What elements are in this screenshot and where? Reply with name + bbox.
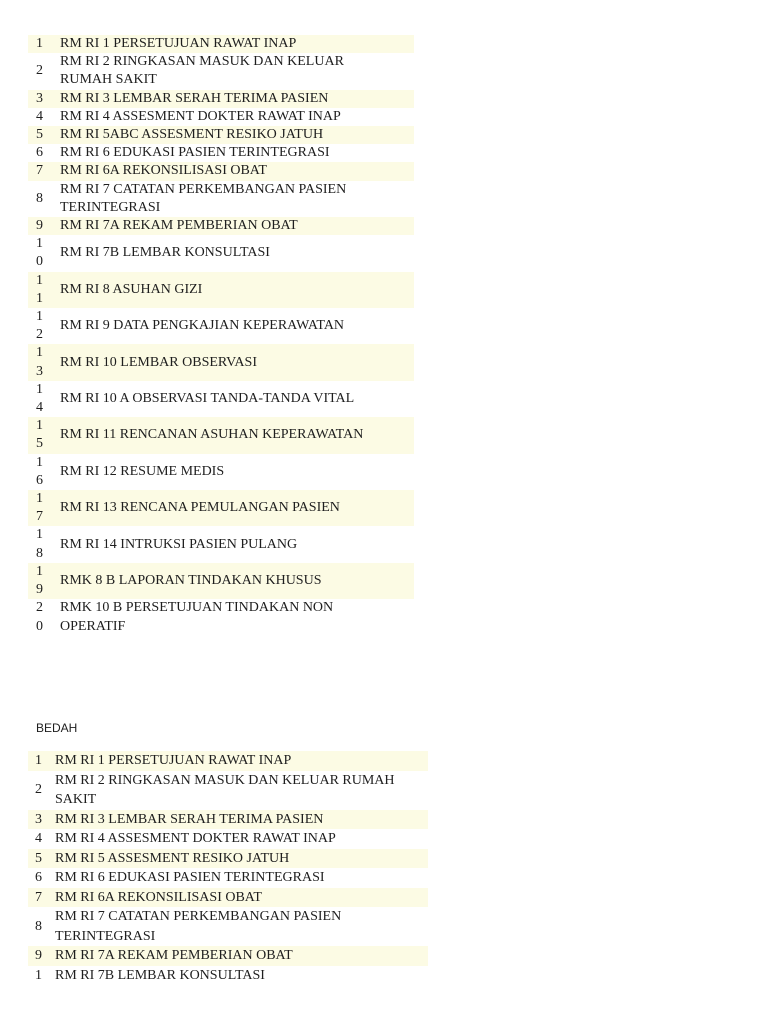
item-number-cell xyxy=(28,917,55,937)
list-item xyxy=(28,563,414,599)
item-text-line: RM RI 10 LEMBAR OBSERVASI xyxy=(60,354,257,370)
item-number: 3 xyxy=(36,90,43,106)
list-item xyxy=(28,946,428,966)
item-text xyxy=(60,536,414,554)
item-text xyxy=(60,599,414,635)
item-text xyxy=(60,499,414,517)
item-text xyxy=(60,390,414,408)
list-item xyxy=(28,272,414,308)
item-text-line: RMK 8 B LAPORAN TINDAKAN KHUSUS xyxy=(60,572,322,588)
item-number: 9 xyxy=(36,218,43,234)
list-item xyxy=(28,849,428,869)
item-text-line: RM RI 2 RINGKASAN MASUK DAN KELUAR RUMAH xyxy=(55,772,395,788)
form-list-bedah xyxy=(28,751,428,985)
item-text xyxy=(60,144,414,162)
item-text-line: RM RI 7 CATATAN PERKEMBANGAN PASIEN xyxy=(55,909,342,924)
item-number: 8 xyxy=(35,918,42,934)
item-text-line: RM RI 7B LEMBAR KONSULTASI xyxy=(60,245,270,261)
item-text xyxy=(60,126,414,144)
item-number-cell xyxy=(28,144,60,162)
item-text xyxy=(60,463,414,481)
item-text-line: RM RI 7A REKAM PEMBERIAN OBAT xyxy=(55,948,293,963)
item-number-cell xyxy=(28,563,60,599)
item-text xyxy=(55,829,428,849)
item-text xyxy=(60,162,414,180)
list-item xyxy=(28,888,428,908)
item-number-cell xyxy=(28,810,55,830)
list-item xyxy=(28,344,414,380)
item-number-cell xyxy=(28,946,55,966)
item-number-cell xyxy=(28,751,55,771)
item-number: 5 xyxy=(36,127,43,143)
list-item xyxy=(28,771,428,810)
list-item xyxy=(28,308,414,344)
item-text-line: RM RI 7 CATATAN PERKEMBANGAN PASIEN xyxy=(60,181,347,197)
item-number-cell xyxy=(28,35,60,53)
list-item xyxy=(28,599,414,635)
item-text xyxy=(60,35,414,53)
item-text-line: RM RI 6 EDUKASI PASIEN TERINTEGRASI xyxy=(55,870,325,885)
item-text-line: RM RI 6A REKONSILISASI OBAT xyxy=(60,163,267,179)
item-number: 7 xyxy=(35,889,42,905)
item-text-line: RMK 10 B PERSETUJUAN TINDAKAN NON xyxy=(60,600,334,616)
item-text-line: RM RI 9 DATA PENGKAJIAN KEPERAWATAN xyxy=(60,318,345,334)
list-item xyxy=(28,217,414,235)
item-number: 11 xyxy=(36,272,43,306)
item-number: 4 xyxy=(35,831,42,846)
list-item xyxy=(28,966,428,986)
item-number-cell xyxy=(28,599,60,635)
item-number: 7 xyxy=(36,163,43,179)
item-number: 12 xyxy=(36,309,43,343)
form-list-rawat-inap xyxy=(28,35,414,636)
list-item xyxy=(28,53,414,89)
item-number-cell xyxy=(28,417,60,453)
item-text xyxy=(60,317,414,335)
item-text xyxy=(55,868,428,888)
list-item xyxy=(28,126,414,144)
list-item xyxy=(28,90,414,108)
item-number: 1 xyxy=(35,753,42,768)
item-text xyxy=(55,907,428,946)
item-number-cell xyxy=(28,235,60,271)
item-text xyxy=(55,849,428,869)
item-number: 9 xyxy=(35,948,42,963)
item-text-line: RM RI 4 ASSESMENT DOKTER RAWAT INAP xyxy=(55,831,336,846)
item-text xyxy=(55,966,428,986)
item-number-cell xyxy=(28,780,55,800)
item-number-cell xyxy=(28,490,60,526)
item-text xyxy=(55,771,428,810)
item-number: 6 xyxy=(36,145,43,161)
item-text xyxy=(55,946,428,966)
item-text-line: RM RI 10 A OBSERVASI TANDA-TANDA VITAL xyxy=(60,390,355,406)
item-text-line: TERINTEGRASI xyxy=(55,928,156,944)
item-number: 15 xyxy=(36,418,43,452)
item-number: 1 xyxy=(36,36,43,51)
item-text xyxy=(60,572,414,590)
item-number-cell xyxy=(28,126,60,144)
item-text-line: OPERATIF xyxy=(60,618,126,634)
item-text-line: RM RI 8 ASUHAN GIZI xyxy=(60,281,203,297)
item-number-cell xyxy=(28,829,55,849)
item-number-cell xyxy=(28,108,60,126)
item-number-cell xyxy=(28,272,60,308)
item-text xyxy=(60,108,414,126)
item-text xyxy=(60,354,414,372)
list-item xyxy=(28,417,414,453)
item-number-cell xyxy=(28,62,60,80)
item-number: 17 xyxy=(36,491,43,525)
list-item xyxy=(28,381,414,417)
item-text-line: RM RI 3 LEMBAR SERAH TERIMA PASIEN xyxy=(55,811,324,827)
item-number: 10 xyxy=(36,236,43,270)
item-text-line: RUMAH SAKIT xyxy=(60,72,157,88)
item-number: 5 xyxy=(35,850,42,866)
item-text xyxy=(55,810,428,830)
item-text xyxy=(60,90,414,108)
item-number-cell xyxy=(28,217,60,235)
item-number: 1 xyxy=(35,967,42,983)
item-text-line: RM RI 3 LEMBAR SERAH TERIMA PASIEN xyxy=(60,90,329,106)
item-number: 2 xyxy=(36,63,43,79)
item-text xyxy=(55,751,428,771)
item-number: 8 xyxy=(36,190,43,206)
item-text-line: RM RI 14 INTRUKSI PASIEN PULANG xyxy=(60,536,298,552)
item-number-cell xyxy=(28,868,55,888)
list-item xyxy=(28,810,428,830)
item-number: 13 xyxy=(36,345,43,379)
item-number-cell xyxy=(28,308,60,344)
item-number: 19 xyxy=(36,563,43,598)
item-number: 4 xyxy=(36,108,43,124)
item-number-cell xyxy=(28,966,55,986)
item-text xyxy=(60,426,414,444)
item-text xyxy=(60,244,414,262)
list-item xyxy=(28,907,428,946)
item-number-cell xyxy=(28,162,60,180)
item-number: 2 xyxy=(35,782,42,798)
item-text-line: RM RI 6 EDUKASI PASIEN TERINTEGRASI xyxy=(60,145,330,161)
item-text-line: RM RI 5ABC ASSESMENT RESIKO JATUH xyxy=(60,127,324,143)
item-text-line: TERINTEGRASI xyxy=(60,199,161,215)
item-text-line: RM RI 12 RESUME MEDIS xyxy=(60,463,225,479)
item-number-cell xyxy=(28,526,60,562)
list-item xyxy=(28,751,428,771)
list-item xyxy=(28,235,414,271)
list-item xyxy=(28,454,414,490)
item-number: 18 xyxy=(36,527,43,561)
list-item xyxy=(28,868,428,888)
list-item xyxy=(28,35,414,53)
list-item xyxy=(28,162,414,180)
item-text xyxy=(60,53,414,89)
item-number-cell xyxy=(28,344,60,380)
item-text-line: RM RI 7B LEMBAR KONSULTASI xyxy=(55,967,265,983)
item-number-cell xyxy=(28,190,60,208)
item-text-line: RM RI 11 RENCANAN ASUHAN KEPERAWATAN xyxy=(60,427,364,443)
item-text-line: RM RI 1 PERSETUJUAN RAWAT INAP xyxy=(60,36,297,51)
item-number-cell xyxy=(28,888,55,908)
item-text-line: RM RI 1 PERSETUJUAN RAWAT INAP xyxy=(55,753,292,768)
item-text xyxy=(60,181,414,217)
list-item xyxy=(28,829,428,849)
item-number-cell xyxy=(28,381,60,417)
section-heading-bedah: BEDAH xyxy=(36,721,78,735)
item-number-cell xyxy=(28,849,55,869)
item-text-line: RM RI 7A REKAM PEMBERIAN OBAT xyxy=(60,218,298,234)
item-text-line: RM RI 13 RENCANA PEMULANGAN PASIEN xyxy=(60,500,340,516)
item-text-line: RM RI 5 ASSESMENT RESIKO JATUH xyxy=(55,850,290,866)
list-item xyxy=(28,526,414,562)
list-item xyxy=(28,144,414,162)
list-item xyxy=(28,181,414,217)
item-number: 3 xyxy=(35,811,42,827)
list-item xyxy=(28,490,414,526)
item-text-line: RM RI 6A REKONSILISASI OBAT xyxy=(55,889,262,905)
item-text-line: SAKIT xyxy=(55,792,97,807)
item-text xyxy=(60,281,414,299)
item-text-line: RM RI 4 ASSESMENT DOKTER RAWAT INAP xyxy=(60,108,341,124)
item-number-cell xyxy=(28,454,60,490)
item-text xyxy=(55,888,428,908)
item-text xyxy=(60,217,414,235)
list-item xyxy=(28,108,414,126)
item-number: 20 xyxy=(36,600,43,634)
item-text-line: RM RI 2 RINGKASAN MASUK DAN KELUAR xyxy=(60,54,344,70)
item-number: 6 xyxy=(35,870,42,885)
item-number: 14 xyxy=(36,381,43,416)
item-number: 16 xyxy=(36,454,43,488)
item-number-cell xyxy=(28,90,60,108)
